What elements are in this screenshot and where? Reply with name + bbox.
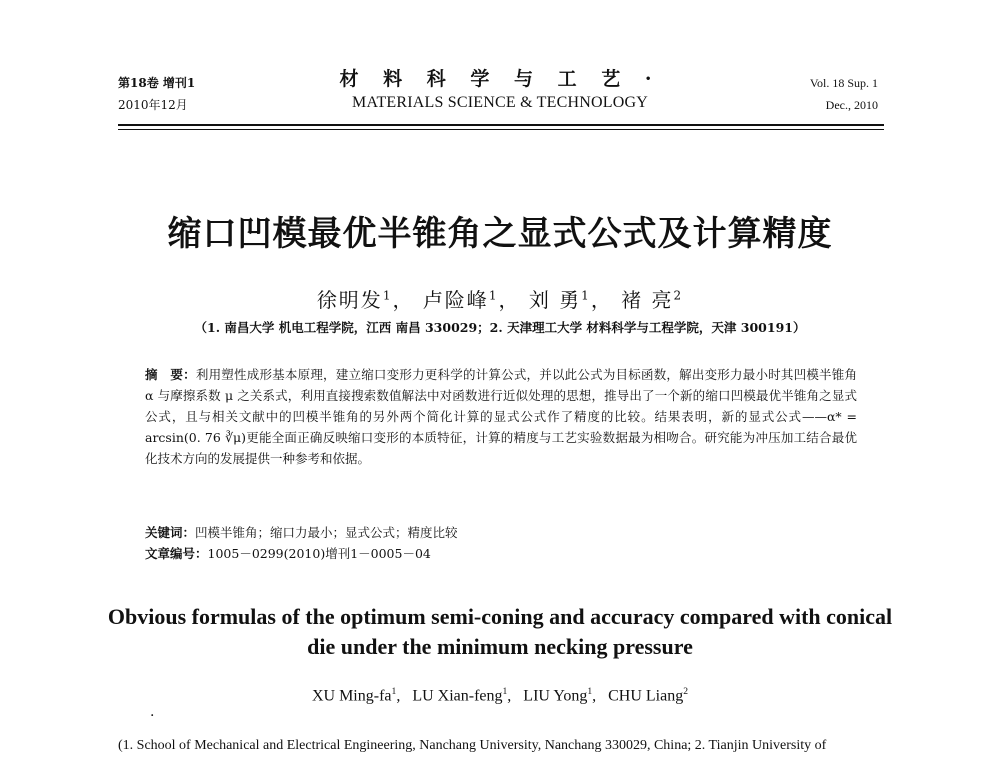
author-separator: , bbox=[396, 687, 401, 705]
journal-name-block bbox=[300, 66, 700, 114]
abstract-label: 摘 要： bbox=[145, 367, 196, 382]
author-affil-mark: 2 bbox=[673, 288, 684, 303]
author-name: 卢险峰 bbox=[422, 288, 489, 312]
article-number-text: 1005－0299(2010)增刊1－0005－04 bbox=[207, 546, 431, 561]
author-separator: ， bbox=[392, 288, 415, 312]
author-separator: , bbox=[592, 687, 597, 705]
stray-dot: · bbox=[150, 708, 155, 724]
date-en: Dec., 2010 bbox=[825, 98, 878, 112]
author-affil-mark: 2 bbox=[683, 686, 689, 697]
header-volume-block bbox=[810, 72, 878, 116]
date-cn: 2010年12月 bbox=[118, 98, 188, 112]
keywords-text: 凹模半锥角；缩口力最小；显式公式；精度比较 bbox=[195, 525, 458, 540]
header-issue-block bbox=[118, 72, 195, 116]
author-name: CHU Liang bbox=[608, 687, 684, 705]
paper-title-en: Obvious formulas of the optimum semi-coning and accuracy compared with conical die under the minimum necking pressure bbox=[107, 604, 893, 659]
issue-cn: 第18卷 增刊1 bbox=[118, 76, 196, 90]
author-name: LIU Yong bbox=[523, 687, 588, 705]
author-separator: , bbox=[507, 687, 512, 705]
journal-name-en: MATERIALS SCIENCE & TECHNOLOGY bbox=[352, 94, 648, 111]
article-number bbox=[145, 543, 857, 564]
keywords-label: 关键词： bbox=[145, 525, 196, 540]
author-separator: ， bbox=[590, 288, 613, 312]
author-name: XU Ming-fa bbox=[311, 687, 392, 705]
author-name: LU Xian-feng bbox=[412, 687, 503, 705]
abstract-text-part2: 更能全面正确反映缩口变形的本质特征，计算的精度与工艺实验数据最为相吻合。研究能为冲压加工结合最优化技术方向的发展提供一种参考和依据。 bbox=[145, 430, 857, 466]
affiliation-en: (1. School of Mechanical and Electrical Engineering, Nanchang University, Nanchang 330029, China; 2. Tianjin University of bbox=[118, 738, 827, 753]
header-rule-thin bbox=[118, 129, 884, 130]
author-name: 褚 亮 bbox=[621, 288, 674, 312]
author-affil-mark: 1 bbox=[382, 288, 393, 303]
author-affil-mark: 1 bbox=[502, 686, 508, 697]
keywords bbox=[145, 522, 857, 543]
abstract-text-part1: 利用塑性成形基本原理，建立缩口变形力更科学的计算公式，并以此公式为目标函数，解出变形力最小时其凹模半锥角 α 与摩擦系数 μ 之关系式，利用直接搜索数值解法中对函数进行近似处理的思想，推导出了一个新的缩口凹模最优半锥角之显式公式，且与相关文献中的凹模半锥角的另外两个简化计算的显式公式作了精度的比较。结果表明，新的显式公式——α* = arcsin(0. 76 ∛μ) bbox=[145, 367, 857, 445]
journal-name-cn: 材 料 科 学 与 工 艺 · bbox=[339, 68, 661, 90]
paper-title-cn: 缩口凹模最优半锥角之显式公式及计算精度 bbox=[167, 214, 833, 254]
author-name: 刘 勇 bbox=[528, 288, 582, 312]
volume-en: Vol. 18 Sup. 1 bbox=[809, 76, 878, 90]
author-name: 徐明发 bbox=[316, 288, 383, 312]
author-affil-mark: 1 bbox=[391, 686, 397, 697]
authors-en bbox=[0, 686, 1000, 705]
author-affil-mark: 1 bbox=[587, 686, 593, 697]
author-separator: ， bbox=[498, 288, 521, 312]
abstract bbox=[145, 364, 857, 469]
affiliation-cn: （1. 南昌大学 机电工程学院，江西 南昌 330029；2. 天津理工大学 材料科学与工程学院，天津 300191） bbox=[194, 320, 806, 335]
author-affil-mark: 1 bbox=[581, 288, 591, 303]
header-rule-thick bbox=[118, 124, 884, 126]
author-affil-mark: 1 bbox=[488, 288, 499, 303]
article-number-label: 文章编号： bbox=[145, 546, 208, 561]
authors-cn bbox=[0, 284, 1000, 313]
